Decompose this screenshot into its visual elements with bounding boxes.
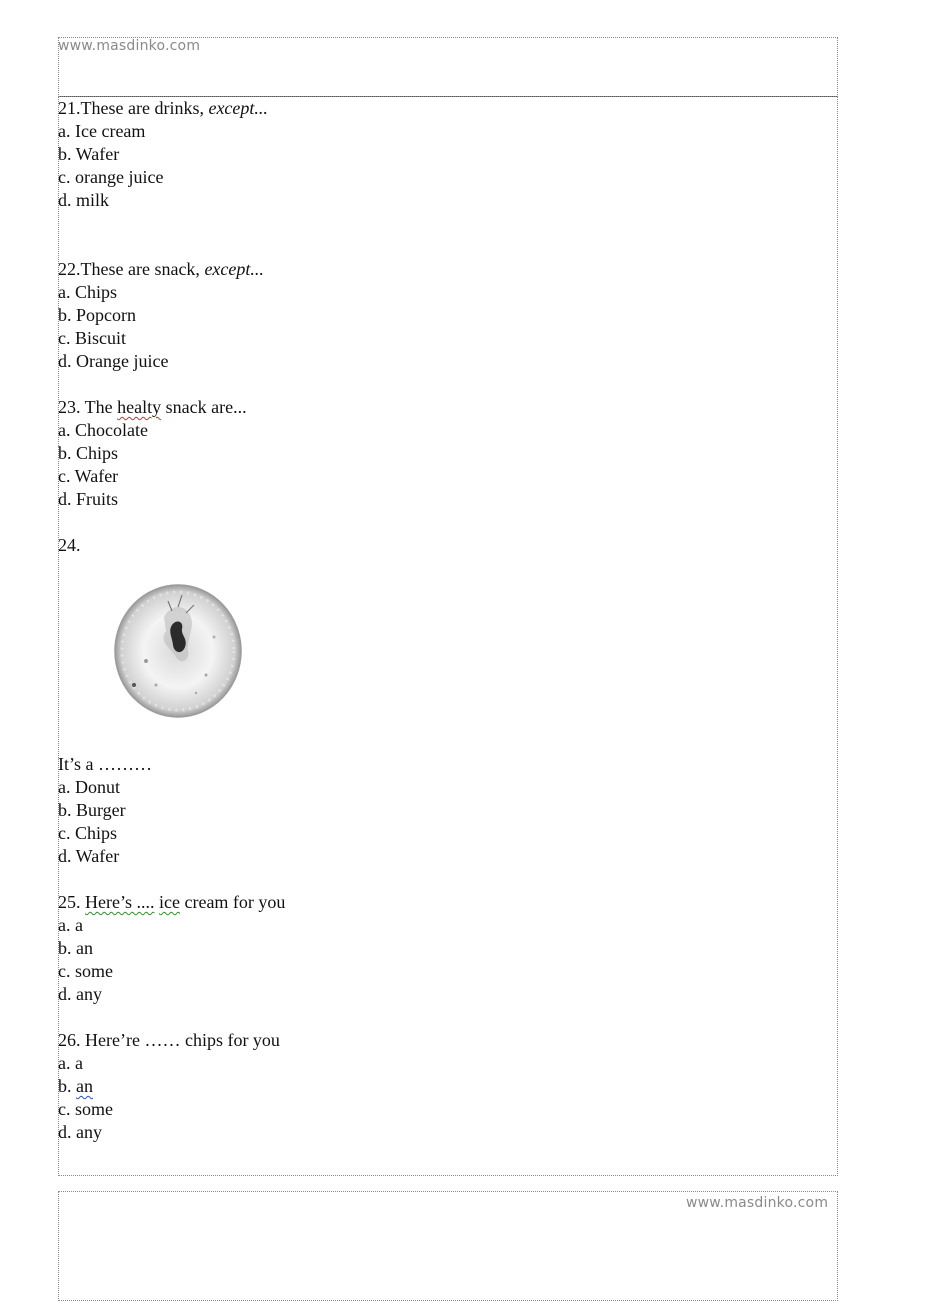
question-24-prompt: It’s a ……… [58,754,152,774]
question-25-option-a: a. a [58,915,83,935]
question-25-stem-pre: 25. [58,892,85,912]
question-22-except: except... [204,259,264,279]
question-21 [58,97,828,120]
quiz-content [58,97,828,1144]
footer-website-text: www.masdinko.com [686,1195,829,1211]
question-24-option-a: a. Donut [58,777,120,797]
donut-image [58,557,828,753]
question-26-option-b [58,1075,828,1098]
question-22-option-d: d. Orange juice [58,351,169,371]
question-23-option-c: c. Wafer [58,466,119,486]
question-25-grammar-flag-2: ice [158,892,180,912]
question-22-option-c: c. Biscuit [58,328,126,348]
donut-icon [86,565,286,735]
question-26-option-d: d. any [58,1122,102,1142]
question-23-option-b: b. Chips [58,443,119,463]
question-23-option-a: a. Chocolate [58,420,148,440]
question-25-grammar-flag-1: Here’s .... [85,892,155,912]
question-24-option-b: b. Burger [58,800,126,820]
question-23-stem-post: snack are... [161,397,247,417]
question-25-option-d: d. any [58,984,102,1004]
question-23 [58,396,828,419]
question-25-option-c: c. some [58,961,113,981]
question-25 [58,891,828,914]
header-website-text: www.masdinko.com [58,38,201,54]
question-21-stem: 21.These are drinks, [58,98,209,118]
question-21-except: except... [208,98,268,118]
question-22-option-a: a. Chips [58,282,118,302]
question-23-option-d: d. Fruits [58,489,119,509]
question-26: 26. Here’re …… chips for you [58,1030,280,1050]
question-22-stem: 22.These are snack, [58,259,205,279]
question-24-option-d: d. Wafer [58,846,120,866]
question-21-option-b: b. Wafer [58,144,120,164]
question-26-option-b-flag: an [76,1076,93,1096]
question-23-spelling-flag: healty [117,397,162,417]
question-22-option-b: b. Popcorn [58,305,136,325]
question-26-option-b-prefix: b. [58,1076,76,1096]
question-23-stem-pre: 23. The [58,397,118,417]
question-21-option-d: d. milk [58,190,110,210]
question-21-option-c: c. orange juice [58,167,164,187]
question-26-option-c: c. some [58,1099,113,1119]
question-21-option-a: a. Ice cream [58,121,146,141]
question-25-stem-post: cream for you [179,892,286,912]
question-22 [58,258,828,281]
question-24-option-c: c. Chips [58,823,118,843]
question-26-option-a: a. a [58,1053,83,1073]
question-24-number: 24. [58,535,81,555]
question-25-option-b: b. an [58,938,93,958]
